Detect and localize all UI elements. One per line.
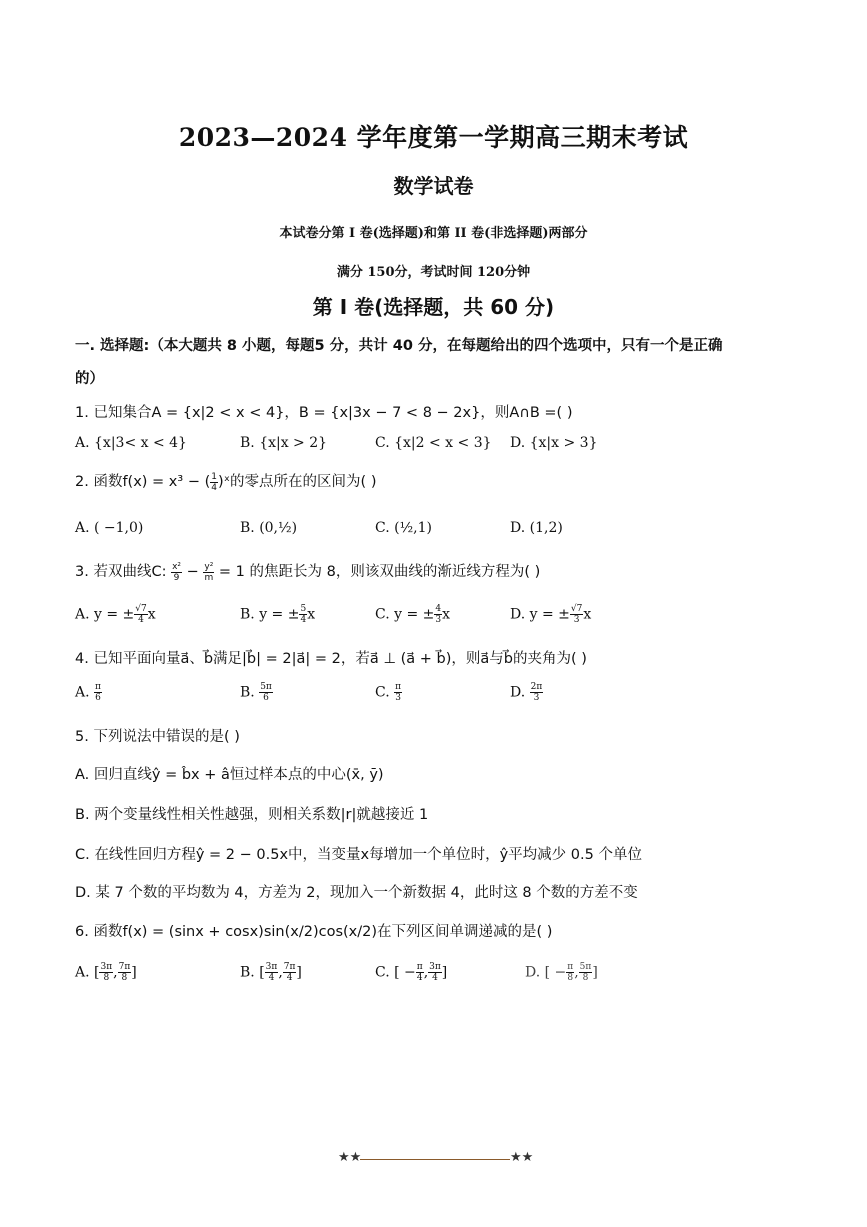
option-fraction-end — [428, 962, 442, 983]
question-3-fraction-x — [171, 562, 182, 583]
fraction-numerator: 5π — [579, 962, 592, 972]
question-1-option-c: C. {x|2 < x < 3} — [375, 435, 492, 451]
question-1-option-b: B. {x|x > 2} — [240, 435, 328, 451]
fraction-denominator: 8 — [567, 973, 574, 983]
fraction-numerator: 2π — [530, 682, 543, 692]
option-fraction-start — [99, 962, 113, 983]
question-5-option-c: C. 在线性回归方程ŷ = 2 − 0.5x中，当变量x每增加一个单位时，ŷ平均减少 0.5 个单位 — [75, 847, 642, 863]
fraction-numerator: 3π — [429, 962, 441, 972]
question-3-fraction-y — [203, 562, 214, 583]
option-fraction — [259, 682, 273, 703]
question-5-option-d: D. 某 7 个数的平均数为 4，方差为 2，现加入一个新数据 4，此时这 8 个数的方差不变 — [75, 885, 638, 901]
fraction-denominator: 3 — [395, 693, 401, 703]
option-prefix: B. — [240, 684, 260, 701]
fraction-numerator: π — [567, 962, 574, 972]
question-6-option-c: C. [ − $\frac{\pi}{4}$ , $\frac{3\pi}{4}$ ] — [375, 962, 448, 983]
star-icon-left: ★★ — [338, 1150, 362, 1165]
question-4-option-a — [75, 682, 102, 703]
option-fraction-end — [118, 962, 132, 983]
option-prefix: B. y = ± — [240, 606, 300, 623]
question-2-stem-post: )ˣ的零点所在的区间为( ) — [217, 474, 377, 490]
fraction-denominator: 9 — [173, 572, 180, 583]
fraction-denominator: 3 — [435, 615, 442, 625]
option-fraction-end — [283, 962, 297, 983]
question-1-option-a: A. {x|3< x < 4} — [75, 435, 187, 451]
fraction-denominator: 4 — [211, 482, 217, 493]
question-3-stem-mid: − — [182, 564, 204, 580]
option-suffix: x — [307, 606, 316, 623]
fraction-numerator: x² — [172, 561, 181, 572]
question-2-fraction — [210, 472, 218, 493]
section-title: 第 I 卷(选择题，共 60 分) — [312, 295, 555, 319]
question-4-stem: 4. 已知平面向量a⃗、b⃗满足|b⃗| = 2|a⃗| = 2，若a⃗ ⊥ (a⃗ + b⃗)，则a⃗与b⃗的夹角为( ) — [75, 651, 587, 667]
option-fraction — [394, 682, 402, 703]
question-3-option-c — [375, 604, 450, 625]
question-6-option-b: B. [ $\frac{3\pi}{4}$ , $\frac{7\pi}{4}$ ] — [240, 962, 302, 983]
option-suffix: ] — [441, 964, 448, 981]
fraction-numerator: π — [416, 962, 423, 972]
question-2-option-b: B. (0,½) — [240, 520, 298, 536]
option-fraction — [134, 604, 147, 625]
question-1-stem: 1. 已知集合A = {x|2 < x < 4}，B = {x|3x − 7 < 8 − 2x}，则A∩B =( ) — [75, 405, 573, 421]
fraction-denominator: 4 — [138, 615, 144, 625]
exam-title: 2023—2024 学年度第一学期高三期末考试 — [178, 123, 689, 152]
footer-ornament — [330, 1150, 540, 1170]
fraction-denominator: 4 — [432, 973, 438, 983]
star-icon-right: ★★ — [510, 1150, 534, 1165]
question-3-stem-pre: 3. 若双曲线C: — [75, 564, 172, 580]
option-fraction — [530, 682, 544, 703]
question-5-option-b: B. 两个变量线性相关性越强，则相关系数|r|就越接近 1 — [75, 807, 429, 823]
score-time-note: 满分 150分，考试时间 120分钟 — [336, 265, 531, 280]
question-4-option-d — [510, 682, 543, 703]
option-prefix: D. y = ± — [510, 606, 570, 623]
exam-subtitle: 数学试卷 — [393, 174, 474, 198]
option-suffix: x — [442, 606, 451, 623]
fraction-denominator: 4 — [300, 615, 307, 625]
fraction-denominator: 3 — [533, 693, 540, 703]
fraction-numerator: 1 — [211, 471, 217, 482]
fraction-numerator: π — [95, 682, 101, 692]
question-2-stem-pre: 2. 函数f(x) = x³ − ( — [75, 474, 211, 490]
question-2-option-a: A. ( −1,0) — [75, 520, 144, 536]
option-prefix: A. y = ± — [75, 606, 135, 623]
question-2-stem — [75, 470, 376, 493]
question-6-option-a: A. [ $\frac{3\pi}{8}$ , $\frac{7\pi}{8}$ ] — [75, 962, 137, 983]
option-suffix: ] — [296, 964, 302, 981]
question-6-stem: 6. 函数f(x) = (sinx + cosx)sin(x/2)cos(x/2)在下列区间单调递减的是( ) — [75, 924, 553, 940]
fraction-denominator: 8 — [121, 973, 128, 983]
fraction-numerator: 4 — [435, 604, 442, 614]
fraction-numerator: 7π — [118, 962, 131, 972]
fraction-numerator: 7π — [283, 962, 296, 972]
fraction-denominator: 8 — [103, 973, 110, 983]
option-prefix: C. [ − — [375, 964, 416, 981]
fraction-denominator: 6 — [95, 693, 101, 703]
option-prefix: C. — [375, 684, 395, 701]
fraction-denominator: 4 — [416, 973, 423, 983]
option-suffix: x — [147, 606, 156, 623]
fraction-denominator: 3 — [573, 615, 580, 625]
fraction-numerator: 3π — [100, 962, 113, 972]
fraction-numerator: √7 — [135, 604, 147, 614]
option-fraction — [94, 682, 102, 703]
question-4-option-c — [375, 682, 402, 703]
option-prefix: A. — [75, 684, 95, 701]
fraction-denominator: 6 — [263, 693, 269, 703]
option-prefix: C. y = ± — [375, 606, 435, 623]
question-3-option-d — [510, 604, 591, 625]
question-4-option-b — [240, 682, 273, 703]
question-3-stem-post: = 1 的焦距长为 8，则该双曲线的渐近线方程为( ) — [214, 564, 541, 580]
question-3-option-b — [240, 604, 315, 625]
section-instruction: 一. 选择题:（本大题共 8 小题，每题5 分，共计 40 分，在每题给出的四个选项中，只有一个是正确 — [75, 338, 723, 354]
fraction-numerator: 3π — [265, 962, 278, 972]
option-prefix: A. [ — [75, 964, 100, 981]
question-6-option-d: D. [ − $\frac{\pi}{8}$ , $\frac{5\pi}{8}$ ] — [525, 962, 598, 983]
question-5-option-a: A. 回归直线ŷ = b̂x + â恒过样本点的中心(x̄, ȳ) — [75, 767, 384, 783]
question-3-stem — [75, 560, 540, 583]
question-1-option-d: D. {x|x > 3} — [510, 435, 598, 451]
option-suffix: ] — [592, 964, 598, 981]
fraction-numerator: y² — [204, 561, 214, 572]
fraction-numerator: π — [395, 682, 402, 692]
option-fraction-start — [265, 962, 279, 983]
section-instruction-cont: 的） — [75, 371, 104, 387]
fraction-denominator: 4 — [286, 973, 293, 983]
question-2-option-c: C. (½,1) — [375, 520, 432, 536]
fraction-denominator: 8 — [582, 973, 589, 983]
fraction-denominator: 4 — [268, 973, 275, 983]
question-2-option-d: D. (1,2) — [510, 520, 563, 536]
paper-structure-note: 本试卷分第 I 卷(选择题)和第 II 卷(非选择题)两部分 — [279, 226, 588, 241]
option-suffix: ] — [131, 964, 137, 981]
option-fraction — [434, 604, 442, 625]
fraction-numerator: √7 — [570, 604, 583, 614]
option-fraction — [570, 604, 583, 625]
option-prefix: B. [ — [240, 964, 265, 981]
fraction-numerator: 5 — [300, 604, 307, 614]
option-suffix: x — [583, 606, 592, 623]
option-fraction-end — [579, 962, 593, 983]
option-fraction-start — [566, 962, 574, 983]
question-5-stem: 5. 下列说法中错误的是( ) — [75, 729, 240, 745]
option-prefix: D. [ − — [525, 964, 567, 981]
fraction-denominator: m — [204, 572, 214, 583]
fraction-numerator: 5π — [260, 682, 272, 692]
question-3-option-a — [75, 604, 156, 625]
option-prefix: D. — [510, 684, 530, 701]
footer-divider — [360, 1159, 510, 1160]
option-fraction-start — [416, 962, 424, 983]
